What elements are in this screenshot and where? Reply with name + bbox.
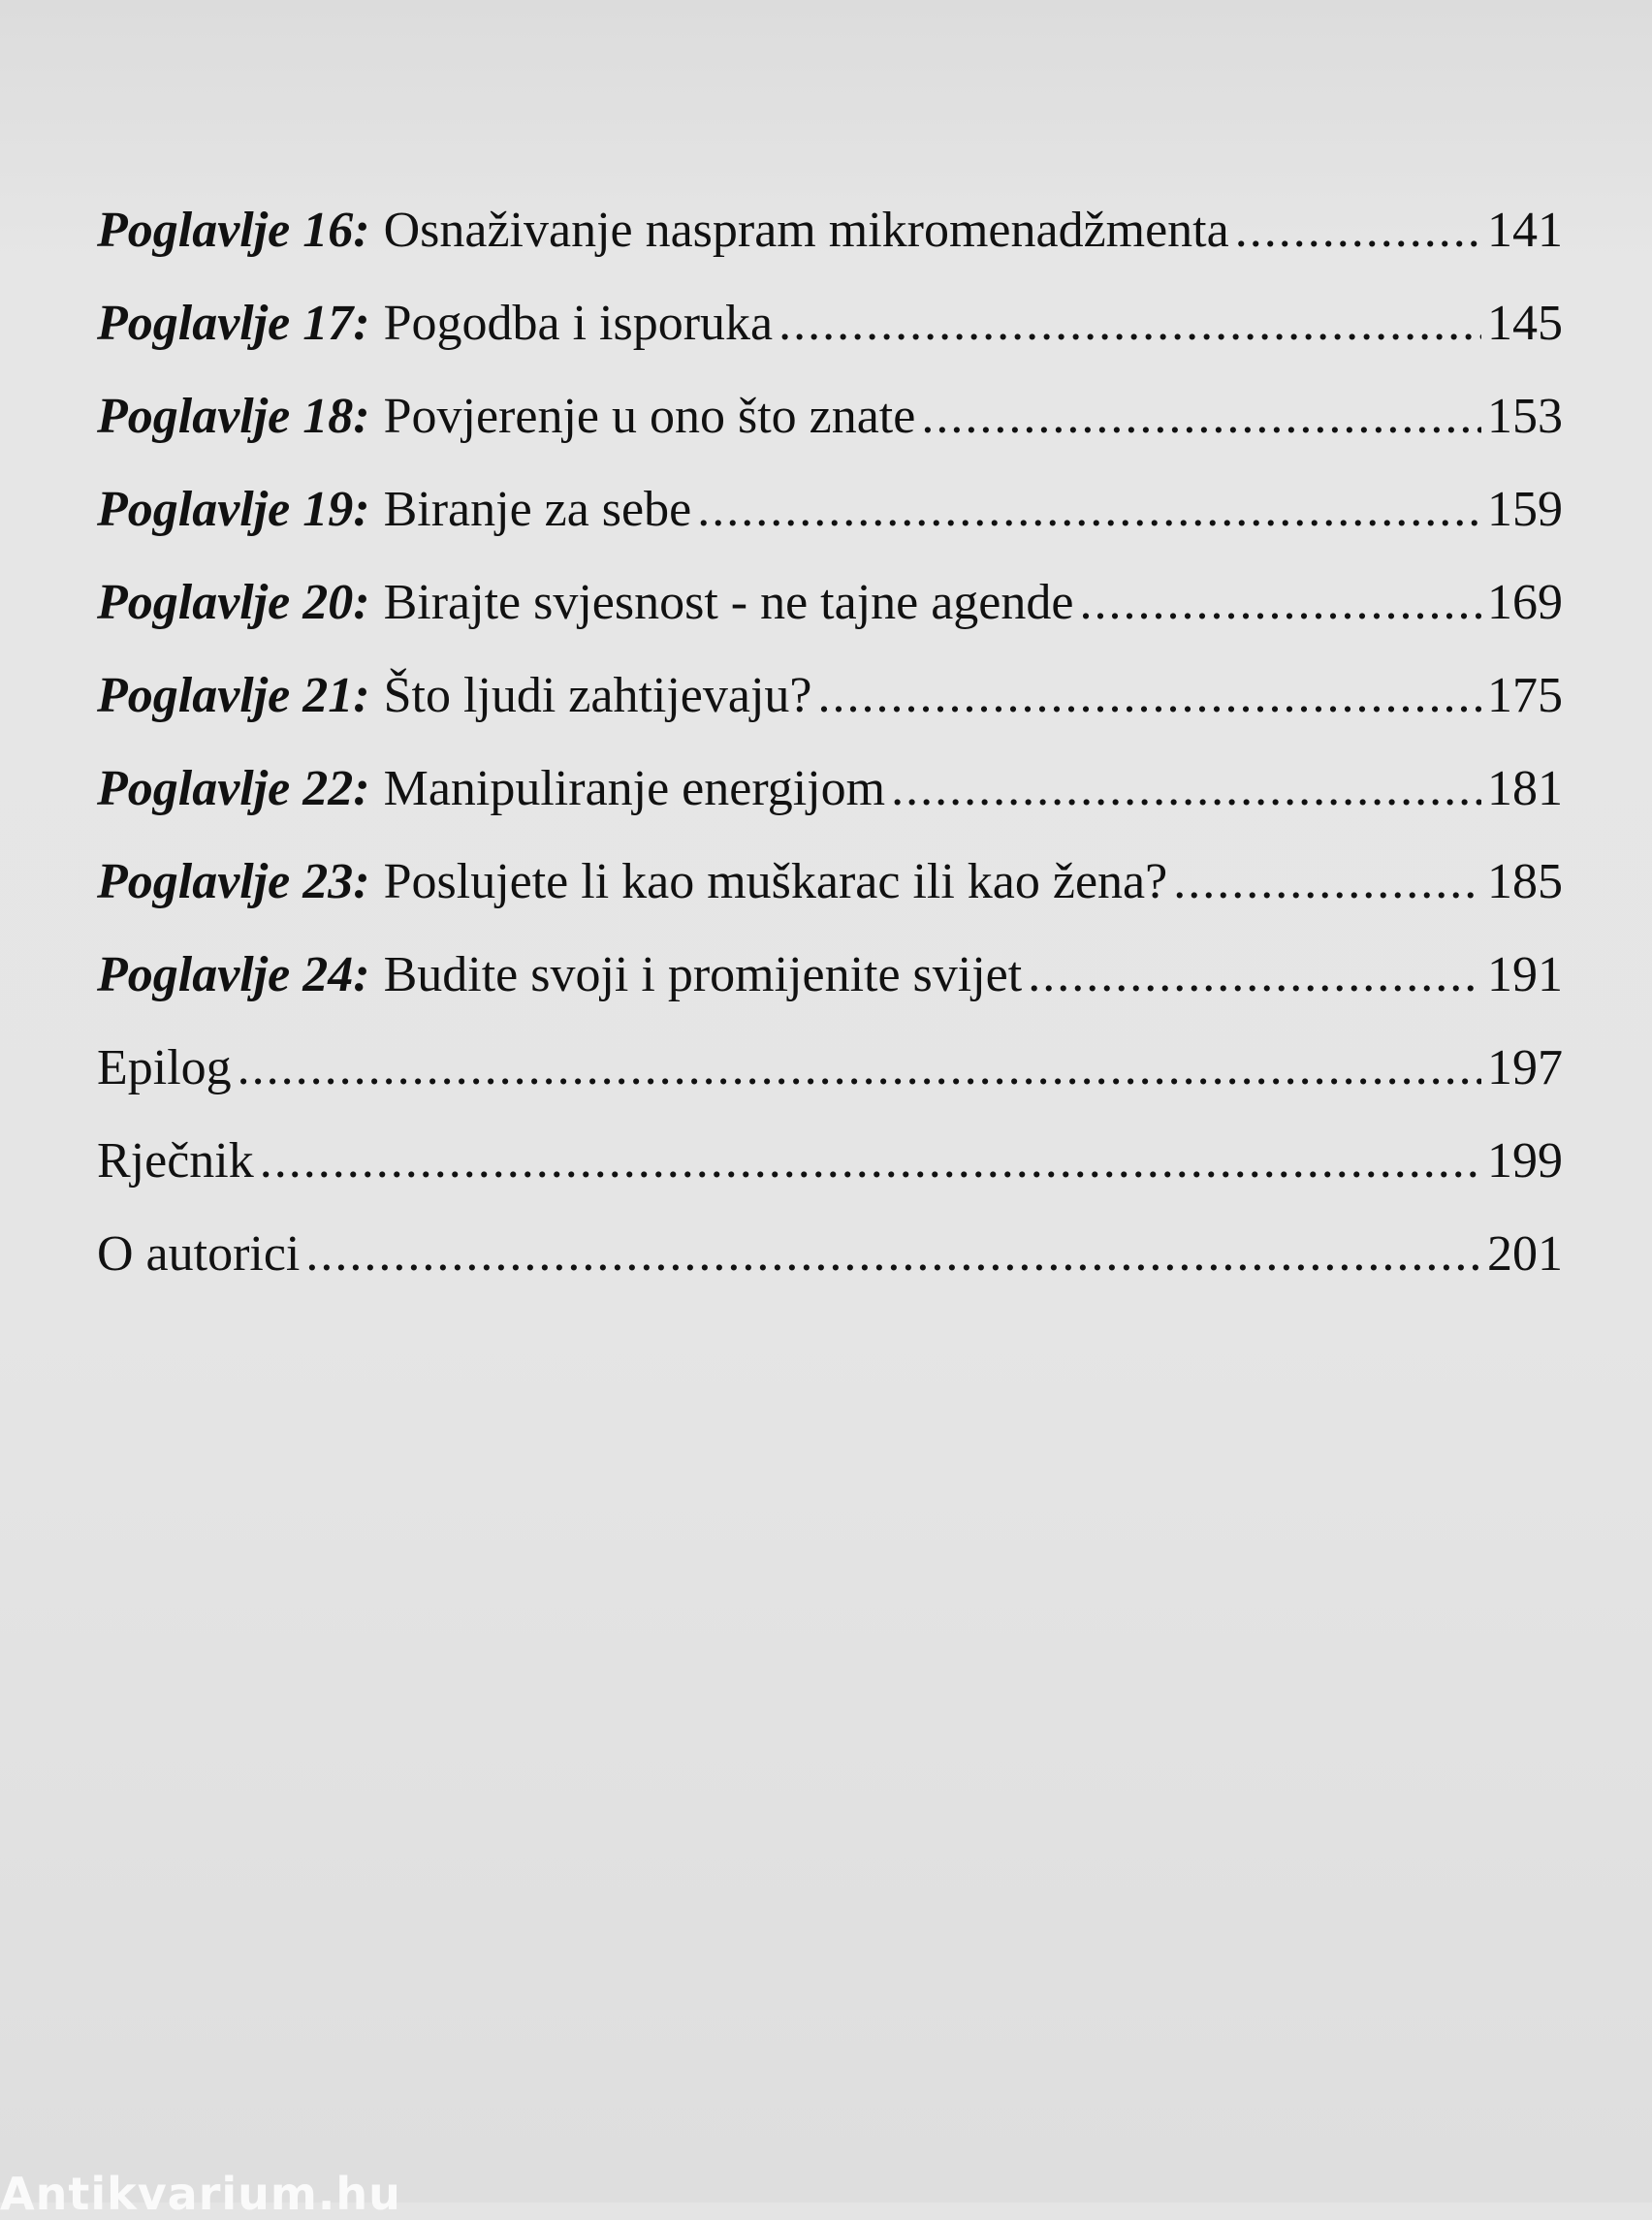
page-number: 145 — [1487, 296, 1563, 351]
chapter-label: Poglavlje 24: — [97, 947, 370, 1002]
toc-entry — [97, 388, 1563, 481]
dot-leader — [238, 1039, 1481, 1096]
entry-title: Osnaživanje naspram mikromenadžmenta — [383, 203, 1229, 258]
page-number: 185 — [1487, 854, 1563, 909]
entry-title: Povjerenje u ono što znate — [383, 389, 916, 444]
page-number: 197 — [1487, 1040, 1563, 1095]
dot-leader — [1235, 202, 1481, 259]
entry-title: Biranje za sebe — [383, 482, 692, 537]
toc-entry-about-author — [97, 1225, 1563, 1318]
toc-entry — [97, 202, 1563, 295]
chapter-label: Poglavlje 21: — [97, 668, 370, 723]
toc-entry — [97, 760, 1563, 853]
page-number: 153 — [1487, 389, 1563, 444]
dot-leader — [891, 760, 1481, 817]
dot-leader — [1028, 946, 1481, 1003]
entry-title: Što ljudi zahtijevaju? — [383, 668, 812, 723]
dot-leader — [1079, 574, 1481, 631]
entry-title: Poslujete li kao muškarac ili kao žena? — [383, 854, 1168, 909]
entry-title: Budite svoji i promijenite svijet — [383, 947, 1023, 1002]
page-number: 201 — [1487, 1226, 1563, 1282]
dot-leader — [1173, 853, 1481, 910]
chapter-label: Poglavlje 16: — [97, 203, 370, 258]
dot-leader — [818, 667, 1482, 724]
entry-title: Rječnik — [97, 1133, 254, 1189]
entry-title: Manipuliranje energijom — [383, 761, 886, 816]
page-number: 175 — [1487, 668, 1563, 723]
chapter-label: Poglavlje 20: — [97, 575, 370, 630]
entry-title: O autorici — [97, 1226, 301, 1282]
dot-leader — [697, 481, 1481, 538]
toc-entry-glossary — [97, 1132, 1563, 1225]
entry-title: Epilog — [97, 1040, 232, 1095]
toc-entry — [97, 481, 1563, 574]
toc-entry — [97, 667, 1563, 760]
chapter-label: Poglavlje 22: — [97, 761, 370, 816]
entry-title: Pogodba i isporuka — [383, 296, 774, 351]
dot-leader — [260, 1132, 1481, 1189]
page-number: 169 — [1487, 575, 1563, 630]
chapter-label: Poglavlje 17: — [97, 296, 370, 351]
dot-leader — [921, 388, 1481, 445]
page-number: 181 — [1487, 761, 1563, 816]
toc-entry — [97, 946, 1563, 1039]
toc-entry — [97, 853, 1563, 946]
dot-leader — [305, 1225, 1481, 1283]
entry-title: Birajte svjesnost - ne tajne agende — [383, 575, 1074, 630]
chapter-label: Poglavlje 23: — [97, 854, 370, 909]
toc-entry — [97, 574, 1563, 667]
dot-leader — [778, 295, 1481, 352]
page-number: 191 — [1487, 947, 1563, 1002]
page-number: 199 — [1487, 1133, 1563, 1189]
watermark-logo: Antikvarium.hu — [0, 2168, 401, 2220]
toc-entry — [97, 295, 1563, 388]
chapter-label: Poglavlje 18: — [97, 389, 370, 444]
page-number: 159 — [1487, 482, 1563, 537]
chapter-label: Poglavlje 19: — [97, 482, 370, 537]
page-number: 141 — [1487, 203, 1563, 258]
toc-entry-epilog — [97, 1039, 1563, 1132]
table-of-contents — [97, 202, 1563, 1318]
